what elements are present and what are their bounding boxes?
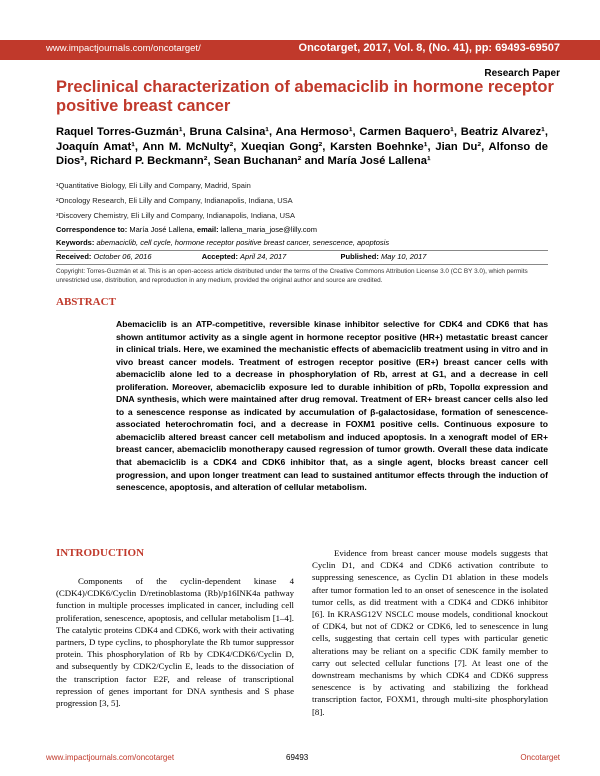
email-label: email:: [196, 225, 219, 234]
affiliation-2: ²Oncology Research, Eli Lilly and Company, Indianapolis, Indiana, USA: [56, 196, 293, 205]
affiliation-1: ¹Quantitative Biology, Eli Lilly and Company, Madrid, Spain: [56, 181, 251, 190]
published-label: Published:: [340, 252, 379, 261]
citation-text: Oncotarget, 2017, Vol. 8, (No. 41), pp: 69493-69507: [298, 42, 560, 54]
divider-top: [56, 250, 548, 251]
published-date: May 10, 2017: [380, 252, 427, 261]
accepted-label: Accepted:: [201, 252, 238, 261]
journal-header-bar: [0, 40, 600, 60]
divider-bottom: [56, 264, 548, 265]
email-link[interactable]: lallena_maria_jose@lilly.com: [220, 225, 317, 234]
received-label: Received:: [56, 252, 92, 261]
page-number: 69493: [286, 753, 309, 762]
accepted-date: April 24, 2017: [240, 252, 287, 261]
copyright-notice: Copyright: Torres-Guzmán et al. This is an open-access article distributed under the terms of the Creative Commons Attribution License 3.0 (CC BY 3.0), which permits unrestricted use, distribution, and reproduction in any medium, provided the original author and source are credited.: [56, 268, 528, 284]
correspondence-name: María José Lallena,: [129, 225, 195, 234]
correspondence-label: Correspondence to:: [56, 225, 128, 234]
footer-journal-name: Oncotarget: [520, 753, 560, 762]
affiliation-3: ³Discovery Chemistry, Eli Lilly and Company, Indianapolis, Indiana, USA: [56, 211, 295, 220]
intro-column-1: Components of the cyclin-dependent kinase 4 (CDK4)/CDK6/Cyclin D/retinoblastoma (Rb)/p16INK4a pathway function in multiple processes implicated in cancer, including cell proliferation, senescence, apoptosis, and cellular metabolism [1–4]. The catalytic proteins CDK4 and CDK6, work with their activating partners, D type cyclins, to phosphorylate the Rb tumor suppressor protein. This phosphorylation of Rb by CDK4/CDK6/Cyclin D, and subsequently by CDK2/Cyclin E, leads to the dissociation of the transcription factor E2F, and release of transcriptional repression of genes important for DNA synthesis and S phase progression [3, 5].: [56, 576, 294, 709]
keywords-label: Keywords:: [56, 238, 95, 247]
introduction-heading: INTRODUCTION: [56, 547, 145, 559]
abstract-body: Abemaciclib is an ATP-competitive, reversible kinase inhibitor selective for CDK4 and CDK6 that has shown antitumor activity as a single agent in hormone receptor positive (HR+) metastatic breast cancer in clinical trials. Here, we examined the mechanistic effects of abemaciclib treatment using in vitro and in vivo breast cancer models. Treatment of estrogen receptor positive (ER+) breast cancer cells with abemaciclib alone led to a decrease in phosphorylation of Rb, arrest at G1, and a decrease in cell proliferation. Moreover, abemaciclib exposure led to durable inhibition of pRb, TopoIIα expression and DNA synthesis, which were maintained after drug removal. Treatment of ER+ breast cancer cells also led to a senescence response as indicated by accumulation of β-galactosidase, formation of senescence-associated heterochromatin foci, and a decrease in FOXM1 positive cells. Continuous exposure to abemaciclib altered breast cancer cell metabolism and induced apoptosis. In a xenograft model of ER+ breast cancer, abemaciclib monotherapy caused regression of tumor growth. Overall these data indicate that abemaciclib is a CDK4 and CDK6 inhibitor that, as a single agent, blocks breast cancer cell progression, and upon longer treatment can lead to sustained antitumor effects through the induction of senescence, apoptosis, and alteration of cellular metabolism.: [116, 319, 548, 493]
intro-column-2: Evidence from breast cancer mouse models suggests that Cyclin D1, and CDK4 and CDK6 activation contribute to suppressing senescence, as Cyclin D1 ablation in these models after tumor formation led to an onset of senescence in the isolated tumor cells, as did treatment with a CDK4 and CDK6 inhibitor [6]. In KRASG12V NSCLC mouse models, conditional knockout of CDK4, but not of CDK2 or CDK6, led to senescence in lung cells, suggesting that certain cell types with particular genetic alterations may be reliant on a specific CDK family member to carry out selected cellular functions [7]. At least one of the downstream mechanisms by which CDK4 and CDK6 suppress senescence is by activating and stabilizing the forkhead transcription factor, FOXM1, through multi-site phosphorylation [8].: [312, 548, 548, 717]
article-title: Preclinical characterization of abemaciclib in hormone receptor positive breast cancer: [56, 78, 554, 115]
received-date: October 06, 2016: [93, 252, 152, 261]
correspondence-line: [56, 225, 317, 234]
keywords-line: [56, 238, 389, 247]
abstract-heading: ABSTRACT: [56, 296, 116, 308]
dates-line: [56, 252, 548, 261]
journal-url-link[interactable]: www.impactjournals.com/oncotarget/: [46, 43, 201, 54]
footer-url-link[interactable]: www.impactjournals.com/oncotarget: [46, 753, 175, 762]
keywords-text: abemaciclib, cell cycle, hormone receptor positive breast cancer, senescence, apoptosis: [96, 238, 390, 247]
article-type-label: Research Paper: [484, 68, 560, 79]
author-list: Raquel Torres-Guzmán¹, Bruna Calsina¹, Ana Hermoso¹, Carmen Baquero¹, Beatriz Alvarez¹, Joaquín Amat¹, Ann M. McNulty², Xueqian Gong², Karsten Boehnke¹, Jian Du², Alfonso de Dios³, Richard P. Beckmann², Sean Buchanan² and María José Lallena¹: [56, 126, 548, 167]
